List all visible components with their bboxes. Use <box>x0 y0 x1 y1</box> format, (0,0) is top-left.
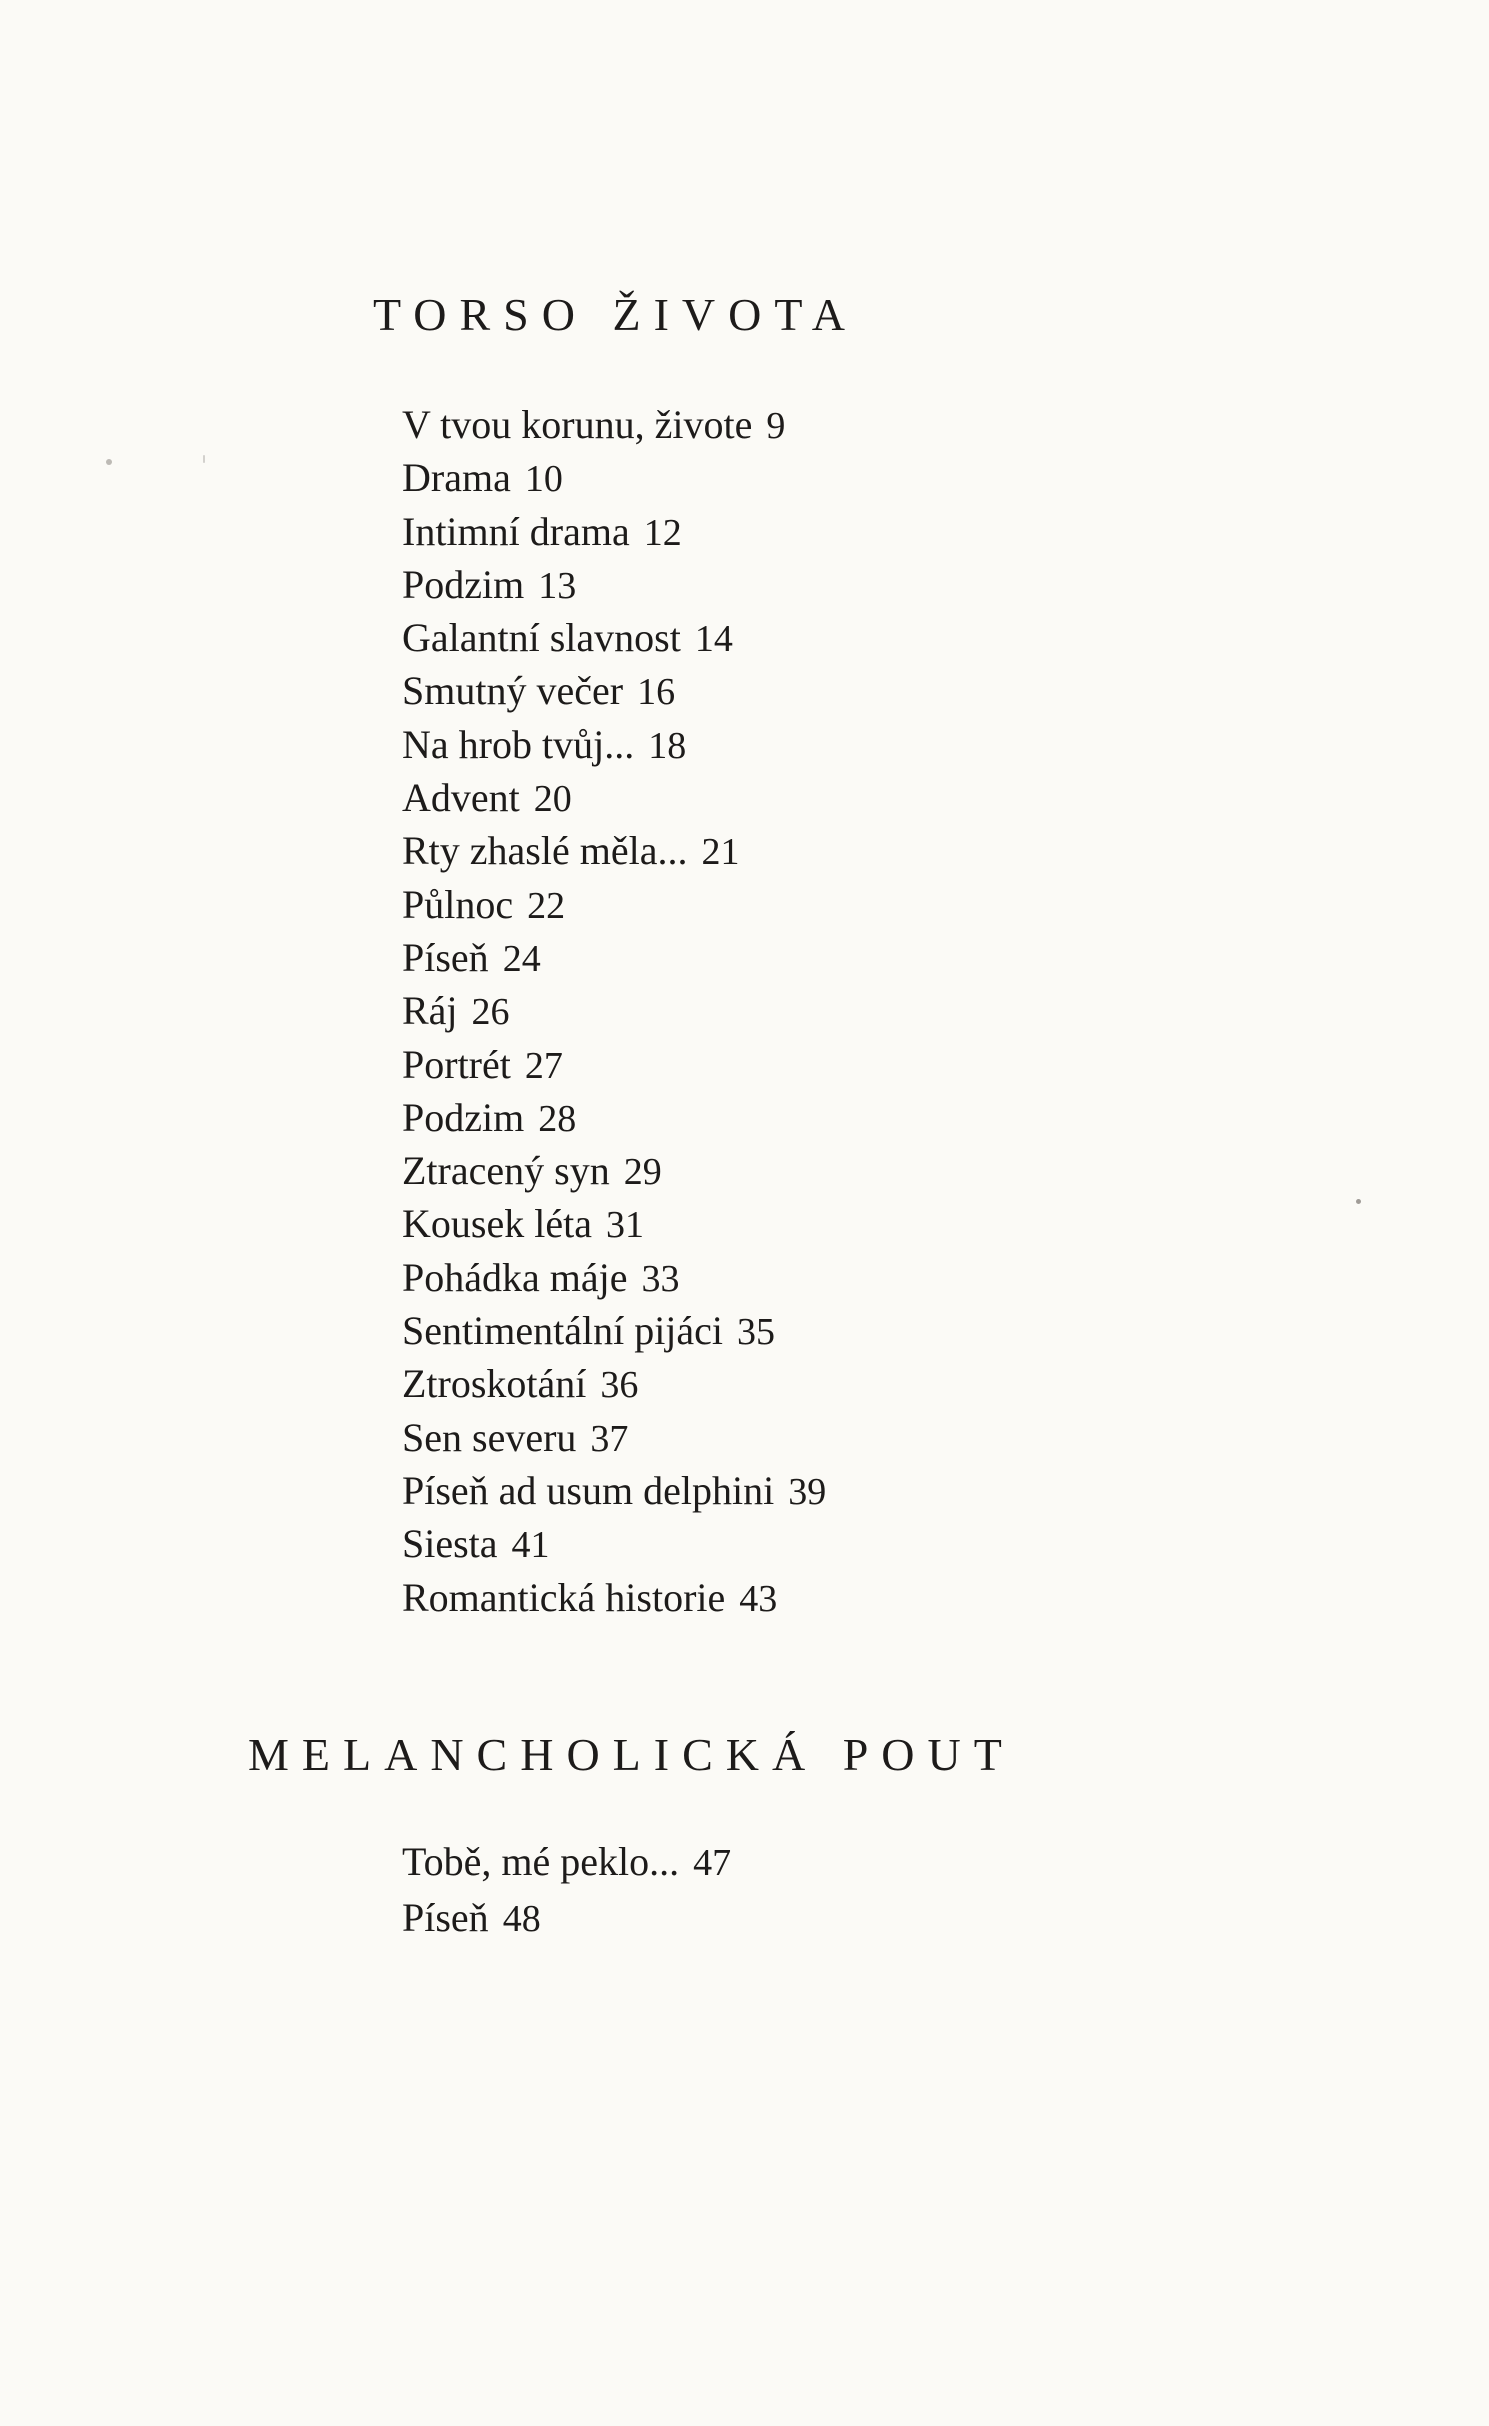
entry-page-number: 27 <box>524 1044 563 1087</box>
entry-page-number: 26 <box>471 991 510 1034</box>
entry-title: Portrét <box>402 1041 511 1087</box>
entry-title: Ztroskotání <box>402 1361 587 1407</box>
entry-title: Pohádka máje <box>402 1254 628 1300</box>
toc-entry <box>402 1571 826 1624</box>
entry-title: Smutný večer <box>402 668 624 714</box>
toc-entry <box>402 1464 826 1517</box>
entry-title: V tvou korunu, živote <box>402 402 753 447</box>
entry-title: Drama <box>402 455 511 501</box>
entry-title: Ráj <box>402 988 458 1034</box>
entry-page-number: 48 <box>502 1898 541 1940</box>
toc-entry <box>402 1890 731 1946</box>
entry-title: Píseň <box>402 1895 489 1940</box>
toc-entry <box>402 451 826 504</box>
entry-page-number: 20 <box>533 778 572 821</box>
toc-entry <box>402 1834 731 1890</box>
entry-page-number: 10 <box>524 458 563 501</box>
toc-entry <box>402 931 826 984</box>
toc-entry <box>402 1357 826 1410</box>
entry-page-number: 12 <box>643 511 682 554</box>
entry-page-number: 18 <box>648 724 687 767</box>
entry-title: Sentimentální pijáci <box>402 1308 724 1354</box>
entry-title: Galantní slavnost <box>402 615 681 661</box>
toc-entry <box>402 984 826 1037</box>
entry-page-number: 33 <box>641 1257 680 1300</box>
toc-list <box>402 398 826 1624</box>
entry-page-number: 28 <box>538 1097 577 1140</box>
entry-page-number: 9 <box>766 405 786 447</box>
entry-title: Píseň ad usum delphini <box>402 1467 775 1513</box>
entry-title: Advent <box>402 775 520 821</box>
entry-page-number: 43 <box>739 1577 778 1620</box>
toc-entry <box>402 1304 826 1357</box>
entry-page-number: 14 <box>694 618 733 661</box>
paper-speck <box>203 455 205 463</box>
entry-page-number: 24 <box>502 937 541 980</box>
toc-entry <box>402 824 826 877</box>
entry-title: Na hrob tvůj... <box>402 721 635 767</box>
toc-entry <box>402 505 826 558</box>
entry-title: Romantická historie <box>402 1574 726 1620</box>
toc-entry <box>402 664 826 717</box>
entry-page-number: 16 <box>637 671 676 714</box>
toc-entry <box>402 398 826 451</box>
entry-page-number: 31 <box>605 1204 644 1247</box>
toc-entry <box>402 878 826 931</box>
entry-title: Podzim <box>402 561 525 607</box>
entry-page-number: 41 <box>511 1524 550 1567</box>
entry-title: Podzim <box>402 1094 525 1140</box>
toc-entry <box>402 1517 826 1570</box>
entry-page-number: 39 <box>788 1470 827 1513</box>
toc-entry <box>402 1251 826 1304</box>
entry-page-number: 47 <box>693 1842 732 1884</box>
entry-page-number: 21 <box>701 831 740 874</box>
entry-page-number: 37 <box>590 1417 629 1460</box>
entry-title: Kousek léta <box>402 1201 592 1247</box>
entry-title: Rty zhaslé měla... <box>402 828 688 874</box>
entry-title: Ztracený syn <box>402 1148 610 1194</box>
entry-page-number: 29 <box>623 1151 662 1194</box>
toc-list <box>402 1834 731 1946</box>
toc-entry <box>402 718 826 771</box>
toc-entry <box>402 1144 826 1197</box>
entry-title: Půlnoc <box>402 881 514 927</box>
entry-title: Sen severu <box>402 1414 577 1460</box>
section-heading: MELANCHOLICKÁ POUT <box>248 1729 1015 1780</box>
entry-title: Intimní drama <box>402 508 630 554</box>
paper-speck <box>1356 1199 1361 1204</box>
section-heading: TORSO ŽIVOTA <box>373 289 858 340</box>
toc-entry <box>402 1091 826 1144</box>
toc-entry <box>402 1411 826 1464</box>
entry-page-number: 22 <box>527 884 566 927</box>
paper-speck <box>106 459 112 465</box>
entry-title: Siesta <box>402 1521 498 1567</box>
toc-entry <box>402 558 826 611</box>
toc-entry <box>402 611 826 664</box>
entry-page-number: 13 <box>538 564 577 607</box>
entry-page-number: 35 <box>737 1311 776 1354</box>
toc-entry <box>402 1197 826 1250</box>
entry-page-number: 36 <box>600 1364 639 1407</box>
toc-entry <box>402 1038 826 1091</box>
entry-title: Tobě, mé peklo... <box>402 1839 680 1884</box>
toc-entry <box>402 771 826 824</box>
entry-title: Píseň <box>402 934 489 980</box>
